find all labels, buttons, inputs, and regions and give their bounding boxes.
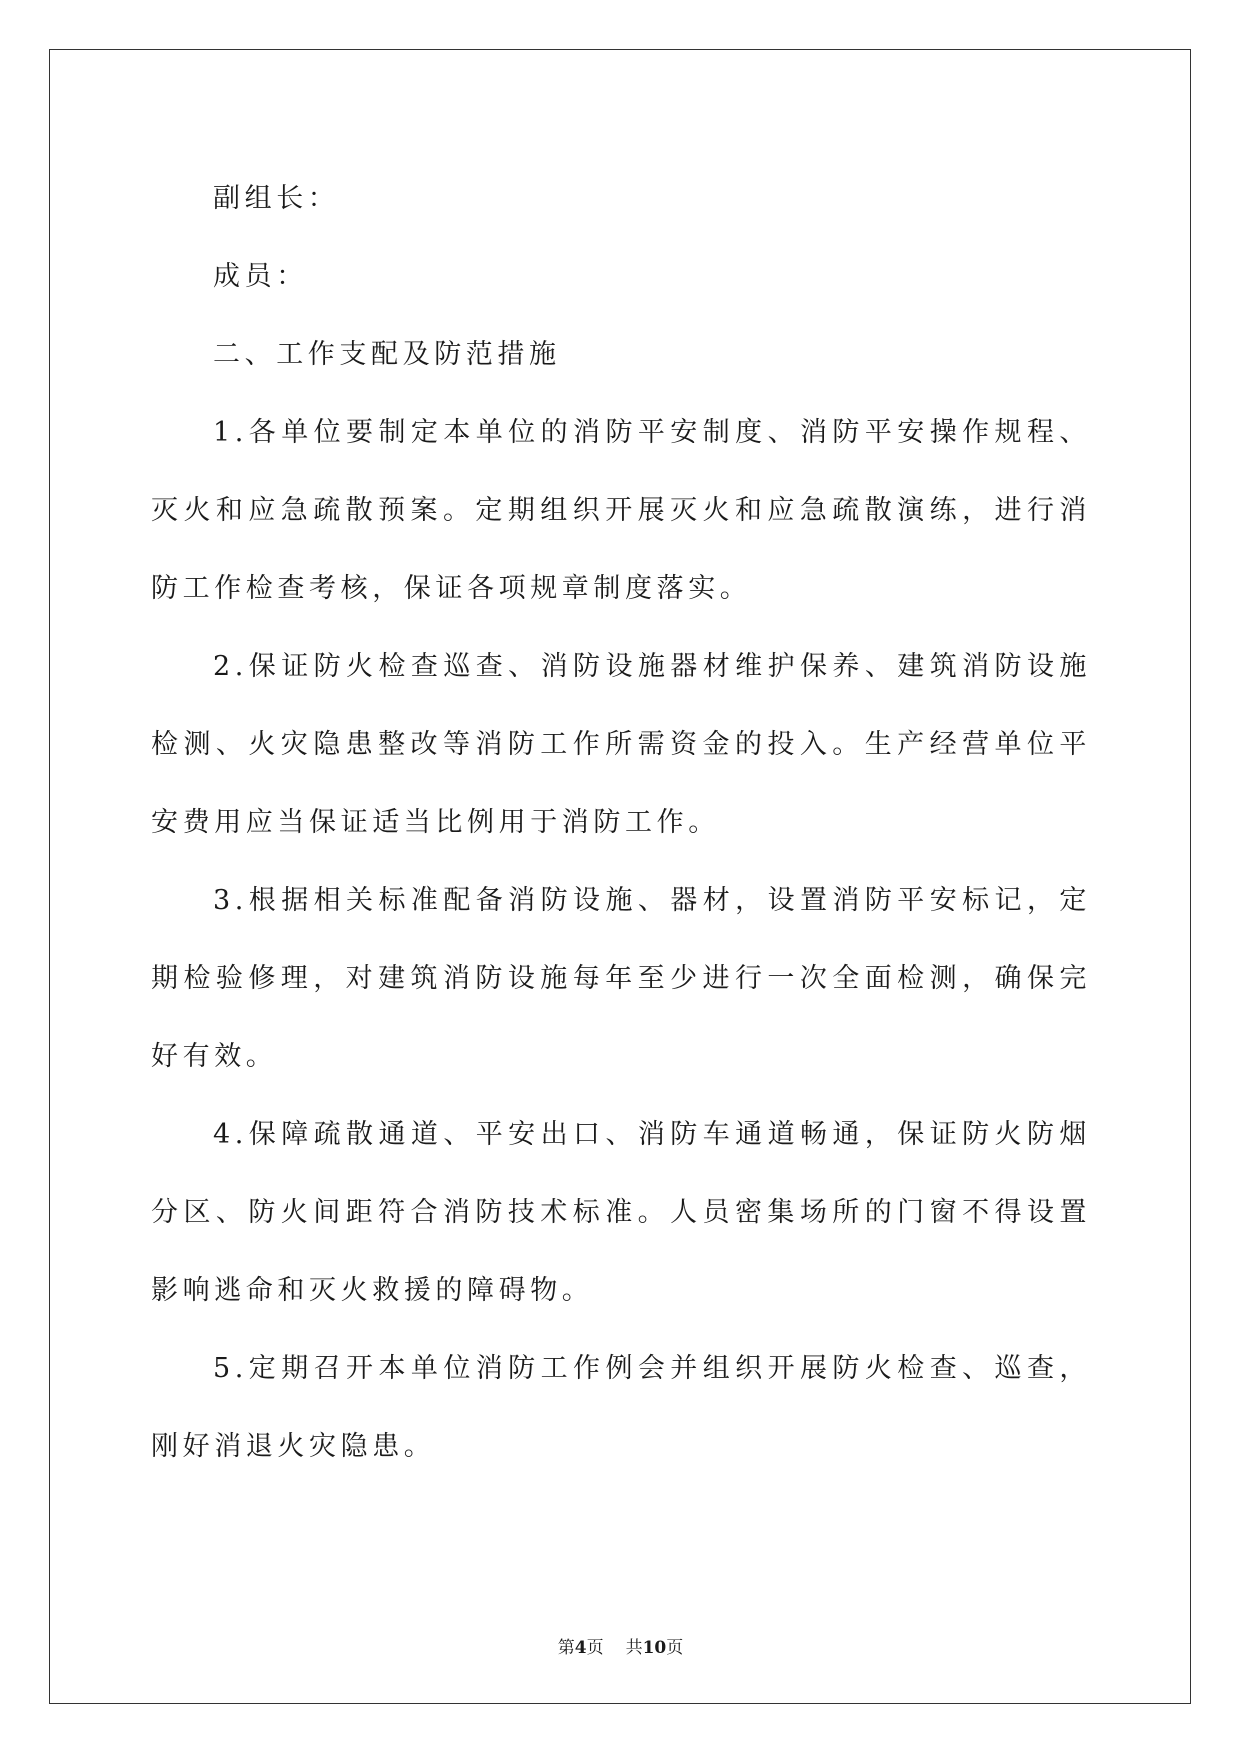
page-footer xyxy=(0,1633,1241,1658)
document-body xyxy=(151,160,1091,1486)
paragraph-deputy-leader: 副组长： xyxy=(213,183,340,214)
paragraph-item-4: 4.保障疏散通道、平安出口、消防车通道畅通，保证防火防烟分区、防火间距符合消防技术标准。人员密集场所的门窗不得设置影响逃命和灭火救援的障碍物。 xyxy=(151,1119,1091,1306)
current-page-number: 4 xyxy=(574,1638,587,1658)
total-page-number: 10 xyxy=(642,1638,667,1658)
page-label: 页 xyxy=(586,1638,604,1658)
paragraph-item-3: 3.根据相关标准配备消防设施、器材，设置消防平安标记，定期检验修理，对建筑消防设施每年至少进行一次全面检测，确保完好有效。 xyxy=(151,885,1091,1072)
page-prefix: 第 xyxy=(557,1638,575,1658)
total-suffix: 页 xyxy=(666,1638,684,1658)
paragraph-members: 成员： xyxy=(213,261,308,292)
paragraph-item-2: 2.保证防火检查巡查、消防设施器材维护保养、建筑消防设施检测、火灾隐患整改等消防工作所需资金的投入。生产经营单位平安费用应当保证适当比例用于消防工作。 xyxy=(151,651,1091,838)
paragraph-item-5: 5.定期召开本单位消防工作例会并组织开展防火检查、巡查，刚好消退火灾隐患。 xyxy=(151,1353,1091,1462)
section-heading: 二、工作支配及防范措施 xyxy=(213,339,561,370)
paragraph-item-1: 1.各单位要制定本单位的消防平安制度、消防平安操作规程、灭火和应急疏散预案。定期组织开展灭火和应急疏散演练，进行消防工作检查考核，保证各项规章制度落实。 xyxy=(151,417,1091,604)
total-prefix: 共 xyxy=(625,1638,643,1658)
